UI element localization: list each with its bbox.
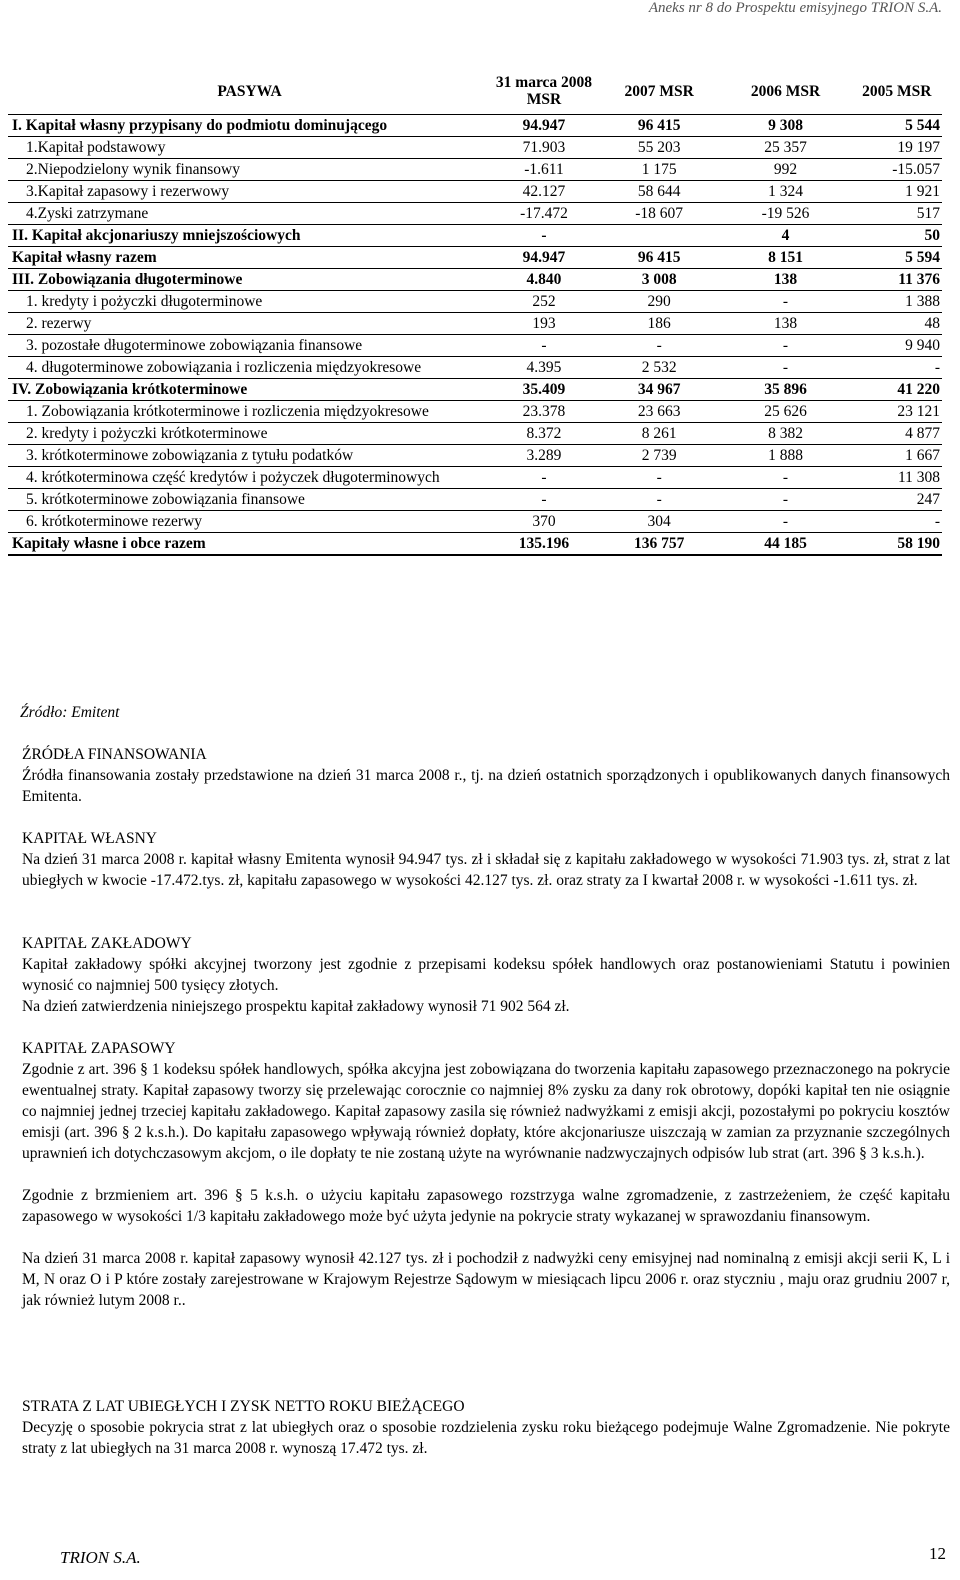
cell-value: 370 [491,511,597,533]
cell-value: - [491,335,597,357]
cell-value: 138 [721,313,849,335]
cell-value: 290 [597,291,721,313]
section-kapital-zapasowy [22,1038,950,1311]
cell-value: - [721,335,849,357]
section-title-kapital-zakladowy: KAPITAŁ ZAKŁADOWY [22,935,192,952]
cell-value: 23 663 [597,401,721,423]
cell-value: - [491,467,597,489]
table-row [8,357,942,379]
cell-value: 1 175 [597,159,721,181]
row-label: 1. kredyty i pożyczki długoterminowe [8,291,491,313]
row-label: 5. krótkoterminowe zobowiązania finansowe [8,489,491,511]
cell-value: 8 261 [597,423,721,445]
cell-value: - [721,489,849,511]
cell-value: - [721,511,849,533]
paragraph: Decyzję o sposobie pokrycia strat z lat ubiegłych oraz o sposobie rozdzielenia zysku roku bieżącego podejmuje Walne Zgromadzenie. Nie pokryte straty z lat ubiegłych na 31 marca 2008 r. wynoszą 17.472 tys. zł. [22,1419,950,1457]
footer-company: TRION S.A. [60,1548,141,1567]
cell-value: 193 [491,313,597,335]
column-header: 2007 MSR [624,82,694,100]
table-row [8,115,942,137]
table-row [8,291,942,313]
cell-value: 8 382 [721,423,849,445]
row-label: III. Zobowiązania długoterminowe [8,269,491,291]
cell-value: 1 921 [850,181,942,203]
cell-value: 4.395 [491,357,597,379]
column-header: 2005 MSR [862,82,932,100]
cell-value: 2 532 [597,357,721,379]
cell-value: 136 757 [597,533,721,556]
cell-value: 2 739 [597,445,721,467]
table-row [8,423,942,445]
cell-value: 186 [597,313,721,335]
cell-value: - [850,357,942,379]
row-label: Kapitał własny razem [8,247,491,269]
cell-value: 35.409 [491,379,597,401]
cell-value: -19 526 [721,203,849,225]
row-label: 3. pozostałe długoterminowe zobowiązania finansowe [8,335,491,357]
cell-value: 19 197 [850,137,942,159]
cell-value: 35 896 [721,379,849,401]
table-row [8,159,942,181]
cell-value: 4 877 [850,423,942,445]
section-title-zrodla: ŹRÓDŁA FINANSOWANIA [22,746,207,763]
row-label: 3.Kapitał zapasowy i rezerwowy [8,181,491,203]
table-row [8,203,942,225]
row-label: IV. Zobowiązania krótkoterminowe [8,379,491,401]
section-title-strata: STRATA Z LAT UBIEGŁYCH I ZYSK NETTO ROKU BIEŻĄCEGO [22,1398,465,1415]
table-row [8,225,942,247]
cell-value: - [721,357,849,379]
cell-value: 135.196 [491,533,597,556]
paragraph: Zgodnie z brzmieniem art. 396 § 5 k.s.h. o użyciu kapitału zapasowego rozstrzyga walne zgromadzenie, z zastrzeżeniem, że część kapitału zapasowego w wysokości 1/3 kapitału zakładowego może być użyta jedynie na pokrycie straty wykazanej w sprawozdaniu finansowym. [22,1187,950,1225]
cell-value: - [491,225,597,247]
row-label: 2.Niepodzielony wynik finansowy [8,159,491,181]
cell-value: 1 667 [850,445,942,467]
cell-value: 9 308 [721,115,849,137]
table-row [8,335,942,357]
section-strata [22,1396,950,1459]
column-header: 2006 MSR [750,82,821,100]
section-title-kapital-zapasowy: KAPITAŁ ZAPASOWY [22,1040,176,1057]
document-header: Aneks nr 8 do Prospektu emisyjnego TRION S.A. [648,0,942,16]
cell-value: 55 203 [597,137,721,159]
cell-value: 8.372 [491,423,597,445]
cell-value: 11 308 [850,467,942,489]
column-header: PASYWA [217,82,282,100]
page-number: 12 [929,1544,946,1563]
cell-value: 3.289 [491,445,597,467]
table-source: Źródło: Emitent [20,704,120,721]
cell-value: 3 008 [597,269,721,291]
cell-value: 50 [850,225,942,247]
cell-value: 1 888 [721,445,849,467]
table-header-row [8,68,942,115]
cell-value: - [597,467,721,489]
paragraph: Na dzień 31 marca 2008 r. kapitał własny Emitenta wynosił 94.947 tys. zł i składał się z kapitału zakładowego w wysokości 71.903 tys. zł, strat z lat ubiegłych w kwocie -17.472.tys. zł, kapitału zapasowego w wysokości 42.127 tys. zł. oraz straty za I kwartał 2008 r. w wysokości -1.611 tys. zł. [22,851,950,889]
cell-value: - [597,489,721,511]
cell-value: - [850,511,942,533]
row-label: 4. krótkoterminowa część kredytów i pożyczek długoterminowych [8,467,491,489]
row-label: 2. kredyty i pożyczki krótkoterminowe [8,423,491,445]
cell-value: - [721,291,849,313]
cell-value: 9 940 [850,335,942,357]
cell-value: 23.378 [491,401,597,423]
cell-value: -15.057 [850,159,942,181]
table-row [8,379,942,401]
section-kapital-wlasny [22,828,950,891]
paragraph: Źródła finansowania zostały przedstawione na dzień 31 marca 2008 r., tj. na dzień ostatnich sporządzonych i opublikowanych danych finansowych Emitenta. [22,767,950,805]
table-row [8,269,942,291]
paragraph: Zgodnie z art. 396 § 1 kodeksu spółek handlowych, spółka akcyjna jest zobowiązana do tworzenia kapitału zapasowego przeznaczonego na pokrycie ewentualnej straty. Kapitał zapasowy tworzy się przelewając corocznie co najmniej 8% zysku za dany rok obrotowy, dopóki kapitał ten nie osiągnie co najmniej jednej trzeciej kapitału zakładowego. Kapitał zapasowy zasila się również nadwyżkami z emisji akcji, pozostałymi po pokryciu kosztów emisji (art. 396 § 2 k.s.h.). Do kapitału zapasowego wpływają również dopłaty, które akcjonariusze uiszczają w zamian za przyznanie szczególnych uprawnień ich dotychczasowym akcjom, o ile dopłaty te nie zostaną użyte na wyrównanie nadzwyczajnych odpisów lub strat (art. 396 § 3 k.s.h.). [22,1061,950,1162]
cell-value: 4 [721,225,849,247]
cell-value: 96 415 [597,247,721,269]
cell-value: 48 [850,313,942,335]
row-label: 2. rezerwy [8,313,491,335]
table-row [8,511,942,533]
table-row [8,445,942,467]
cell-value: 8 151 [721,247,849,269]
cell-value: 304 [597,511,721,533]
table-row [8,467,942,489]
cell-value: 25 626 [721,401,849,423]
cell-value: 992 [721,159,849,181]
cell-value: 1 388 [850,291,942,313]
cell-value: 96 415 [597,115,721,137]
table-row [8,489,942,511]
table-row [8,247,942,269]
cell-value: 252 [491,291,597,313]
cell-value: -18 607 [597,203,721,225]
section-zrodla [22,744,950,807]
table-row [8,401,942,423]
row-label: Kapitały własne i obce razem [8,533,491,556]
cell-value: -1.611 [491,159,597,181]
cell-value: - [721,467,849,489]
row-label: 1. Zobowiązania krótkoterminowe i rozliczenia międzyokresowe [8,401,491,423]
cell-value: 41 220 [850,379,942,401]
cell-value [597,225,721,247]
row-label: 4. długoterminowe zobowiązania i rozliczenia międzyokresowe [8,357,491,379]
cell-value: 517 [850,203,942,225]
cell-value: 58 644 [597,181,721,203]
row-label: I. Kapitał własny przypisany do podmiotu dominującego [8,115,491,137]
cell-value: 71.903 [491,137,597,159]
cell-value: 4.840 [491,269,597,291]
cell-value: 5 594 [850,247,942,269]
cell-value: 5 544 [850,115,942,137]
section-kapital-zakladowy [22,933,950,1017]
row-label: 6. krótkoterminowe rezerwy [8,511,491,533]
cell-value: 1 324 [721,181,849,203]
table-row [8,137,942,159]
cell-value: 25 357 [721,137,849,159]
cell-value: 42.127 [491,181,597,203]
row-label: 3. krótkoterminowe zobowiązania z tytułu podatków [8,445,491,467]
cell-value: 11 376 [850,269,942,291]
cell-value: - [491,489,597,511]
cell-value: 58 190 [850,533,942,556]
cell-value: - [597,335,721,357]
cell-value: 44 185 [721,533,849,556]
paragraph: Na dzień 31 marca 2008 r. kapitał zapasowy wynosił 42.127 tys. zł i pochodził z nadwyżki ceny emisyjnej nad nominalną z emisji akcji serii K, L i M, N oraz O i P które zostały zarejestrowane w Krajowym Rejestrze Sądowym w miesiącach lipcu 2006 r. oraz styczniu , maju oraz grudniu 2007 r, jak również lutym 2008 r.. [22,1250,950,1309]
row-label: 1.Kapitał podstawowy [8,137,491,159]
table-row [8,533,942,556]
table-row [8,181,942,203]
table-row [8,313,942,335]
balance-sheet-table [8,68,942,556]
paragraph: Na dzień zatwierdzenia niniejszego prospektu kapitał zakładowy wynosił 71 902 564 zł. [22,998,570,1015]
cell-value: 138 [721,269,849,291]
cell-value: 23 121 [850,401,942,423]
cell-value: 94.947 [491,247,597,269]
cell-value: -17.472 [491,203,597,225]
column-header: 31 marca 2008 MSR [495,74,593,108]
paragraph: Kapitał zakładowy spółki akcyjnej tworzony jest zgodnie z przepisami kodeksu spółek handlowych oraz postanowieniami Statutu i powinien wynosić co najmniej 500 tysięcy złotych. [22,956,950,994]
row-label: 4.Zyski zatrzymane [8,203,491,225]
cell-value: 247 [850,489,942,511]
cell-value: 34 967 [597,379,721,401]
cell-value: 94.947 [491,115,597,137]
row-label: II. Kapitał akcjonariuszy mniejszościowych [8,225,491,247]
section-title-kapital-wlasny: KAPITAŁ WŁASNY [22,830,157,847]
